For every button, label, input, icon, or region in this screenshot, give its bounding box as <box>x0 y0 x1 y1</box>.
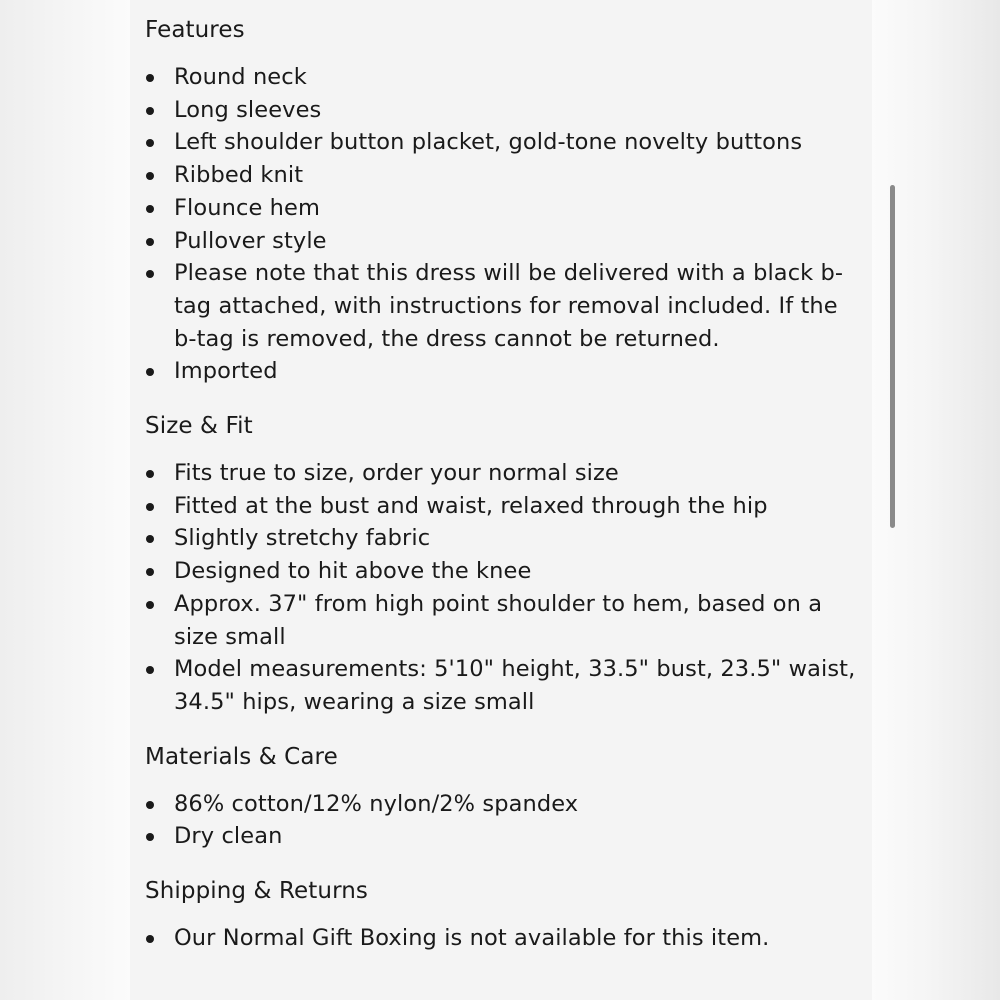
section-heading: Shipping & Returns <box>145 878 368 905</box>
list-item: Please note that this dress will be delivered with a black b-tag attached, with instructions for removal included. If the b-tag is removed, the dress cannot be returned. <box>145 257 865 355</box>
section-heading: Materials & Care <box>145 743 338 770</box>
list-item: Imported <box>145 355 865 388</box>
list-item: Round neck <box>145 61 865 94</box>
shipping-returns-list <box>145 922 865 955</box>
list-item: Dry clean <box>145 820 865 853</box>
list-item: Model measurements: 5'10" height, 33.5" bust, 23.5" waist, 34.5" hips, wearing a size small <box>145 653 865 718</box>
list-item: Left shoulder button placket, gold-tone novelty buttons <box>145 126 865 159</box>
size-fit-list <box>145 457 865 719</box>
list-item: Ribbed knit <box>145 159 865 192</box>
background-left <box>0 0 130 1000</box>
list-item: Pullover style <box>145 225 865 258</box>
materials-care-list <box>145 788 865 853</box>
list-item: Our Normal Gift Boxing is not available for this item. <box>145 922 865 955</box>
list-item: Flounce hem <box>145 192 865 225</box>
list-item: 86% cotton/12% nylon/2% spandex <box>145 788 865 821</box>
section-heading: Features <box>145 17 245 43</box>
section-heading: Size & Fit <box>145 413 253 440</box>
list-item: Approx. 37" from high point shoulder to hem, based on a size small <box>145 588 865 653</box>
size-fit-section <box>145 410 865 719</box>
materials-care-section <box>145 741 865 853</box>
list-item: Designed to hit above the knee <box>145 555 865 588</box>
features-list <box>145 61 865 388</box>
list-item: Long sleeves <box>145 94 865 127</box>
scrollbar-thumb[interactable] <box>890 185 895 528</box>
list-item: Fits true to size, order your normal size <box>145 457 865 490</box>
list-item: Fitted at the bust and waist, relaxed through the hip <box>145 490 865 523</box>
shipping-returns-section <box>145 875 865 955</box>
features-section <box>145 14 865 388</box>
list-item: Slightly stretchy fabric <box>145 522 865 555</box>
product-details-content <box>145 14 865 977</box>
product-details-panel <box>130 0 872 1000</box>
